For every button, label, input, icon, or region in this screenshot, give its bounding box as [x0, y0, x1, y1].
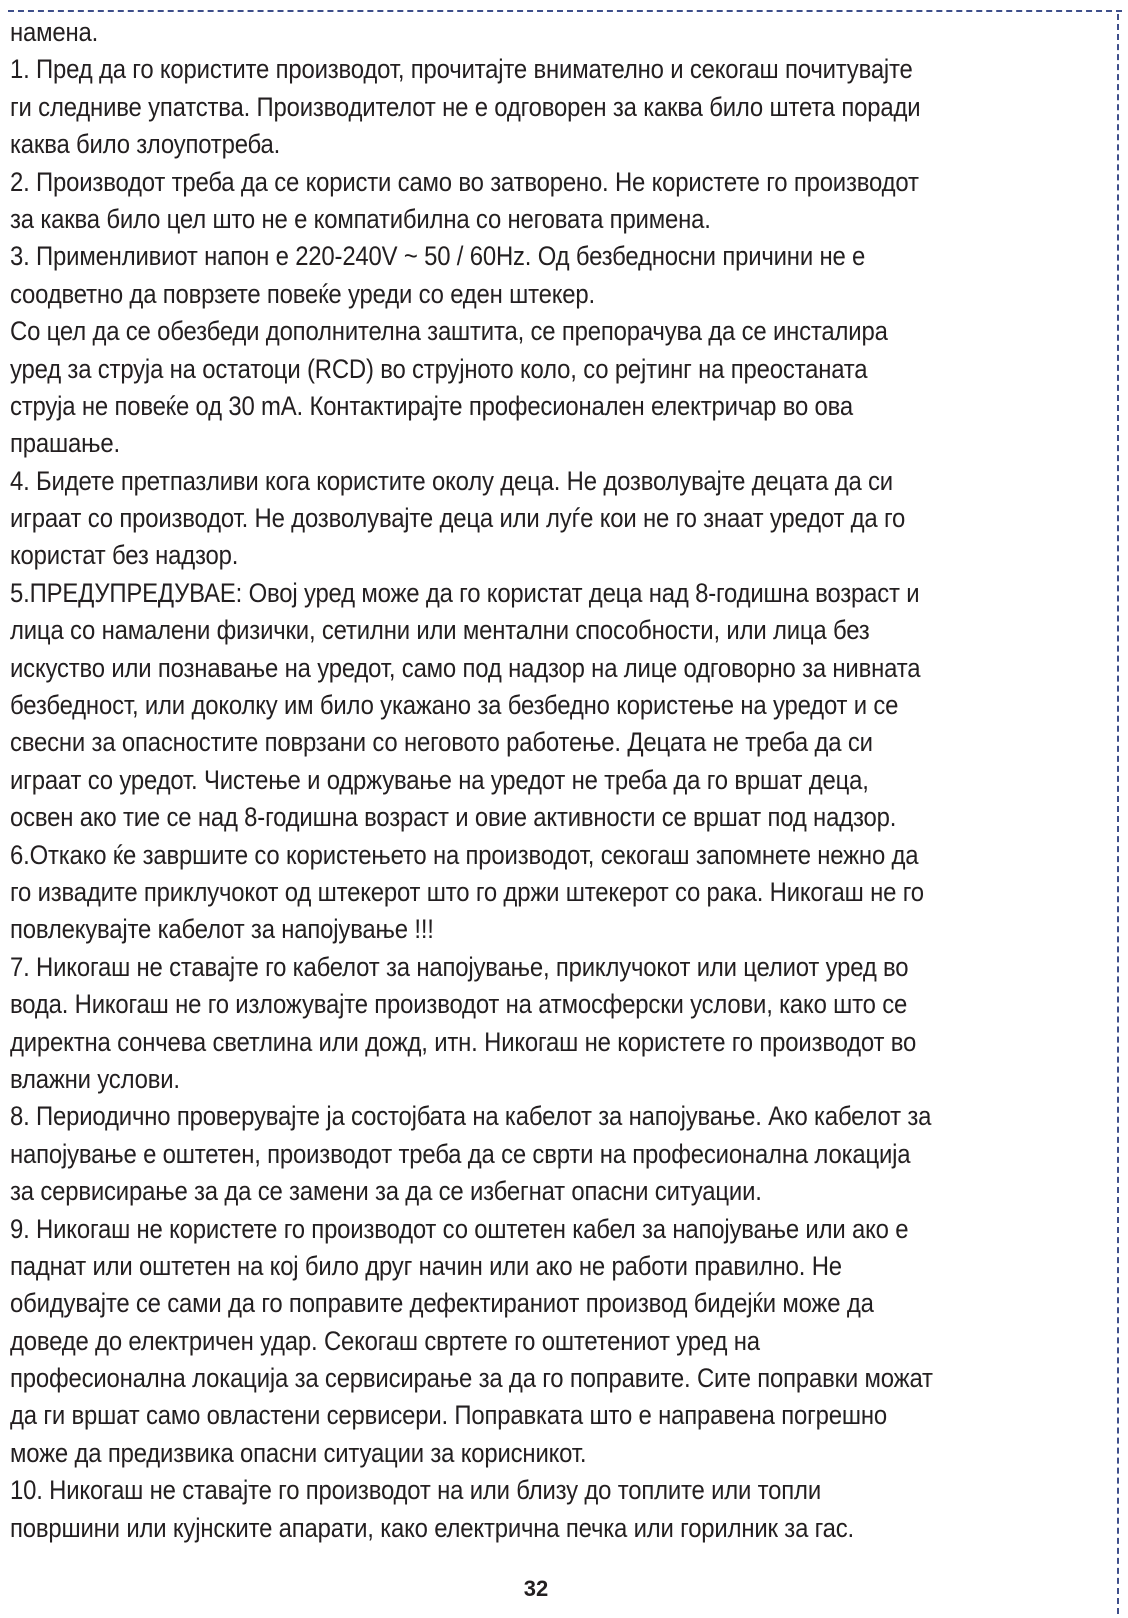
cut-line-top [8, 10, 1122, 12]
text-line: 6.Откако ќе завршите со користењето на производот, секогаш запомнете нежно да [10, 839, 919, 870]
text-line: играат со производот. Не дозволувајте деца или луѓе кои не го знаат уредот да го [10, 503, 906, 534]
text-line: напојување е оштетен, производот треба да се сврти на професионална локација [10, 1138, 911, 1169]
text-line: лица со намалени физички, сетилни или ментални способности, или лица без [10, 615, 870, 646]
text-line: користат без надзор. [10, 540, 239, 571]
text-line: 4. Бидете претпазливи кога користите околу деца. Не дозволувајте децата да си [10, 465, 893, 496]
text-line: Со цел да се обезбеди дополнителна заштита, се препорачува да се инсталира [10, 316, 888, 347]
text-line: прашање. [10, 428, 120, 459]
text-line: струја не повеќе од 30 mA. Контактирајте професионален електричар во ова [10, 390, 854, 421]
text-line: обидувајте се сами да го поправите дефектираниот производ бидејќи може да [10, 1288, 874, 1319]
text-line: 9. Никогаш не користете го производот со оштетен кабел за напојување или ако е [10, 1213, 909, 1244]
safety-instructions-text [10, 14, 1108, 1547]
text-line: вода. Никогаш не го изложувајте производот на атмосферски услови, како што се [10, 989, 908, 1020]
text-line: каква било злоупотреба. [10, 129, 281, 160]
text-line: за каква било цел што не е компатибилна со неговата примена. [10, 203, 711, 234]
text-line: уред за струја на остатоци (RCD) во струјното коло, со рејтинг на преостаната [10, 353, 868, 384]
text-line: ги следниве упатства. Производителот не е одговорен за каква било штета поради [10, 91, 921, 122]
text-line: директна сончева светлина или дожд, итн. Никогаш не користете го производот во [10, 1026, 917, 1057]
cut-line-right [1117, 14, 1119, 1614]
text-line: го извадите приклучокот од штекерот што го држи штекерот со рака. Никогаш не го [10, 876, 924, 907]
text-line: соодветно да поврзете повеќе уреди со еден штекер. [10, 278, 595, 309]
text-line: 8. Периодично проверувајте ја состојбата на кабелот за напојување. Ако кабелот за [10, 1101, 932, 1132]
text-line: професионална локација за сервисирање за да го поправите. Сите поправки можат [10, 1363, 933, 1394]
text-line: влажни услови. [10, 1063, 180, 1094]
text-line: може да предизвика опасни ситуации за корисникот. [10, 1437, 587, 1468]
text-line: површини или кујнските апарати, како електрична печка или горилник за гас. [10, 1512, 854, 1543]
text-line: свесни за опасностите поврзани со неговото работење. Децата не треба да си [10, 727, 873, 758]
text-line: 10. Никогаш не ставајте го производот на или близу до топлите или топли [10, 1475, 822, 1506]
text-line: за сервисирање за да се замени за да се избегнат опасни ситуации. [10, 1176, 762, 1207]
text-line: 5.ПРЕДУПРЕДУВАЕ: Овој уред може да го користат деца над 8-годишна возраст и [10, 577, 920, 608]
text-line: доведе до електричен удар. Секогаш свртете го оштетениот уред на [10, 1325, 760, 1356]
text-line: повлекувајте кабелот за напојување !!! [10, 914, 434, 945]
page-number: 32 [523, 1576, 549, 1601]
text-line: играат со уредот. Чистење и одржување на уредот не треба да го вршат деца, [10, 764, 869, 795]
text-line: 2. Производот треба да се користи само во затворено. Не користете го производот [10, 166, 919, 197]
text-line: намена. [10, 17, 99, 47]
text-line: 1. Пред да го користите производот, прочитајте внимателно и секогаш почитувајте [10, 54, 913, 85]
text-line: паднат или оштетен на кој било друг начин или ако не работи правилно. Не [10, 1250, 842, 1281]
text-line: безбедност, или доколку им било укажано за безбедно користење на уредот и се [10, 690, 899, 721]
text-line: искуство или познавање на уредот, само под надзор на лице одговорно за нивната [10, 652, 921, 683]
text-line: 3. Применливиот напон е 220-240V ~ 50 / 60Hz. Од безбедносни причини не е [10, 241, 866, 272]
text-line: освен ако тие се над 8-годишна возраст и овие активности се вршат под надзор. [10, 802, 897, 833]
text-line: 7. Никогаш не ставајте го кабелот за напојување, приклучокот или целиот уред во [10, 951, 909, 982]
text-line: да ги вршат само овластени сервисери. Поправката што е направена погрешно [10, 1400, 887, 1431]
